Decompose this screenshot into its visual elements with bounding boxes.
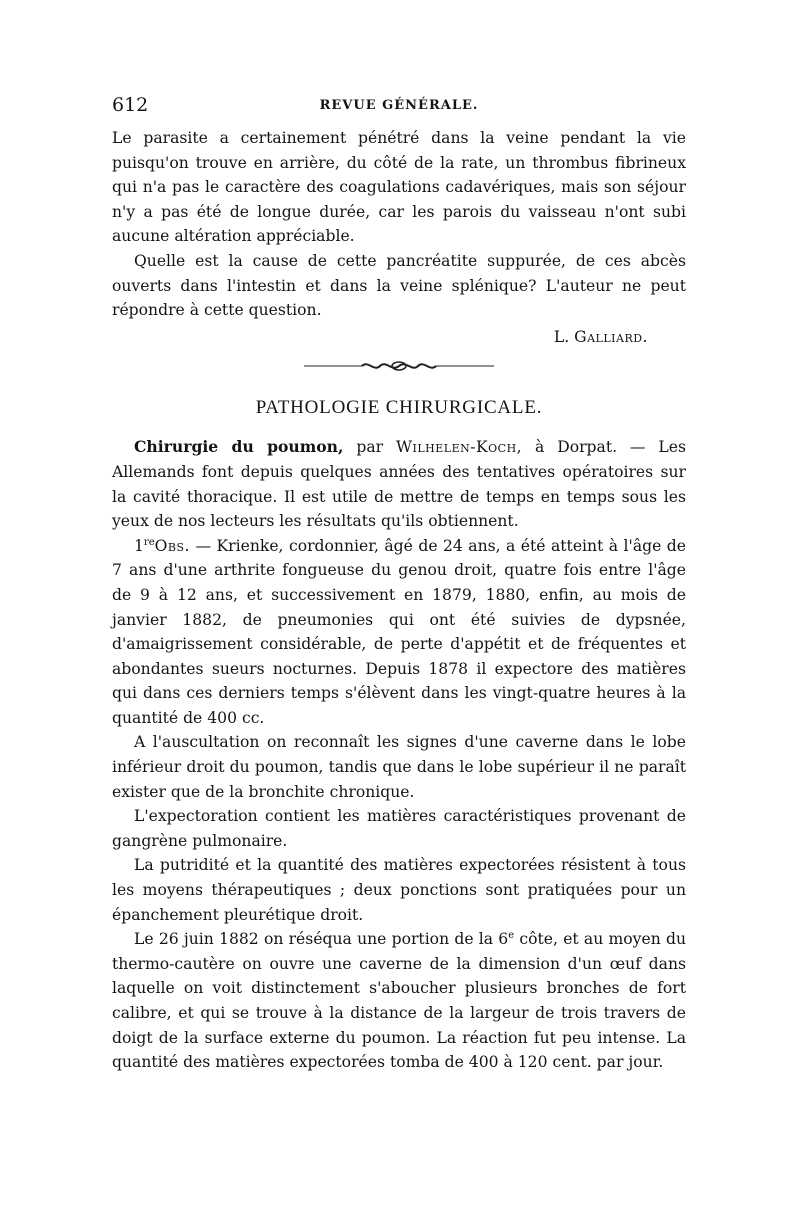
page-number: 612 — [112, 94, 149, 116]
observation-paragraph — [112, 534, 686, 731]
surgery-text-rest: côte, et au moyen du thermo-cautère on ouvre une caverne de la dimension d'un œuf dans laquelle on voit distinctement s'aboucher plusieurs bronches de fort calibre, et qui se trouve à la distance de la largeur de trois travers de doigt de la surface externe du poumon. La réaction fut peu intense. La quantité des matières expectorées tomba de 400 à 120 cent. par jour. — [112, 930, 686, 1072]
signature — [112, 325, 648, 350]
article-author: Wilhelen-Koch, — [395, 438, 523, 457]
observation-text: — Krienke, cordonnier, âgé de 24 ans, a été atteint à l'âge de 7 ans d'une arthrite fongueuse du genou droit, quatre fois entre l'âge de 9 à 12 ans, et successivement en 1879, 1880, enfin, au mois de janvier 1882, de pneumonies qui ont été suivies de dypsnée, d'amaigrissement considérable, de perte d'appétit et de fréquentes et abondantes sueurs nocturnes. Depuis 1878 il expectore des matières qui dans ces derniers temps s'élèvent dans les vingt-quatre heures à la quantité de 400 cc. — [112, 536, 686, 727]
intro-paragraph-1: Le parasite a certainement pénétré dans la veine pendant la vie puisqu'on trouve en arrière, du côté de la rate, un thrombus fibrineux qui n'a pas le caractère des coagulations cadavériques, mais son séjour n'y a pas été de longue durée, car les parois du vaisseau n'ont subi aucune altération appréciable. — [112, 129, 686, 246]
running-title: REVUE GÉNÉRALE. — [319, 98, 479, 113]
section-title: PATHOLOGIE CHIRURGICALE. — [255, 397, 543, 419]
observation-label — [134, 537, 190, 555]
surgery-superscript: e — [508, 930, 515, 942]
article-title: Chirurgie du poumon, — [134, 437, 344, 457]
article-by: par — [356, 438, 384, 457]
article-lead-paragraph — [112, 435, 686, 533]
ornament-divider-icon — [304, 359, 494, 373]
expectoration-paragraph: L'expectoration contient les matières caractéristiques provenant de gangrène pulmonaire. — [112, 807, 686, 850]
putridity-paragraph: La putridité et la quantité des matières expectorées résistent à tous les moyens thérapeutiques ; deux ponctions sont pratiquées pour un épanchement pleurétique droit. — [112, 856, 686, 924]
intro-paragraph-2: Quelle est la cause de cette pancréatite suppurée, de ces abcès ouverts dans l'intestin et dans la veine splénique? L'auteur ne peut répondre à cette question. — [112, 251, 686, 320]
page — [112, 94, 686, 1075]
observation-abbrev: Obs. — [154, 536, 190, 555]
auscultation-paragraph: A l'auscultation on reconnaît les signes d'une caverne dans le lobe inférieur droit du poumon, tandis que dans le lobe supérieur il ne paraît exister que de la bronchite chronique. — [112, 733, 686, 801]
observation-superscript: re — [143, 536, 155, 548]
running-head — [112, 94, 686, 126]
surgery-paragraph — [112, 927, 686, 1075]
observation-number: 1 — [134, 536, 144, 555]
signature-name: Galliard. — [574, 327, 648, 346]
article-lead-text: à Dorpat. — Les Allemands font depuis quelques années des tentatives opératoires sur la cavité thoracique. Il est utile de mettre de temps en temps sous les yeux de nos lecteurs les résultats qu'ils obtiennent. — [112, 438, 686, 531]
signature-initial: L. — [553, 327, 570, 346]
surgery-text-start: Le 26 juin 1882 on réséqua une portion de la 6 — [134, 930, 509, 949]
